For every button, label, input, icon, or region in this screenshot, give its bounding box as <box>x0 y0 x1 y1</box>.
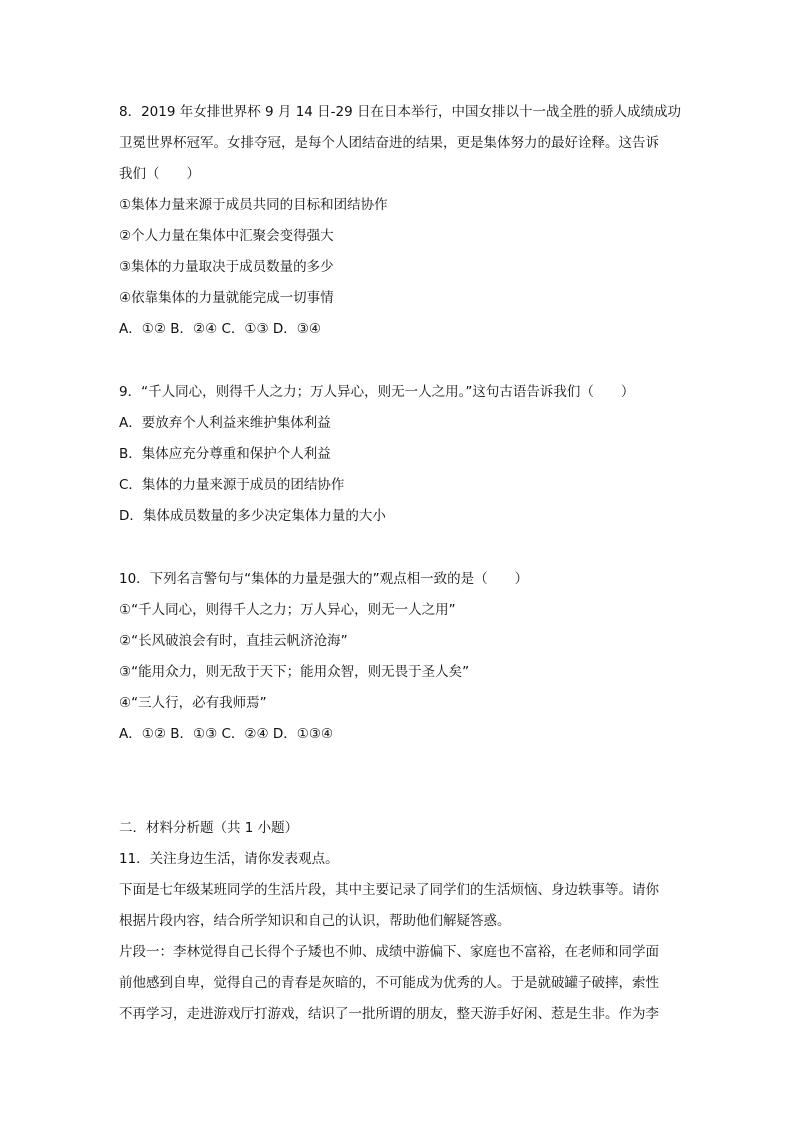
q10-item-2: ②“长风破浪会有时，直挂云帆济沧海” <box>119 633 348 649</box>
q11-stem: 11．关注身边生活，请你发表观点。 <box>119 851 339 867</box>
q8-item-2: ②个人力量在集体中汇聚会变得强大 <box>119 228 334 244</box>
q8-item-4: ④依靠集体的力量就能完成一切事情 <box>119 290 334 306</box>
q11-line-4: 前他感到自卑，觉得自己的青春是灰暗的，不可能成为优秀的人。于是就破罐子破摔，索性 <box>119 975 659 991</box>
q11-line-5: 不再学习，走进游戏厅打游戏，结识了一批所谓的朋友，整天游手好闲、惹是生非。作为李 <box>119 1006 659 1022</box>
q9-option-a: A．要放弃个人利益来维护集体利益 <box>119 415 331 431</box>
q10-item-1: ①“千人同心，则得千人之力；万人异心，则无一人之用” <box>119 602 456 618</box>
section-heading: 二．材料分析题（共 1 小题） <box>119 820 299 836</box>
q8-stem-line-2: 卫冕世界杯冠军。女排夺冠，是每个人团结奋进的结果，更是集体努力的最好诠释。这告诉 <box>119 135 659 151</box>
q9-option-c: C．集体的力量来源于成员的团结协作 <box>119 477 345 493</box>
q11-line-3: 片段一：李林觉得自己长得个子矮也不帅、成绩中游偏下、家庭也不富裕，在老师和同学面 <box>119 944 659 960</box>
q9-option-d: D．集体成员数量的多少决定集体力量的大小 <box>119 508 386 524</box>
q9-option-b: B．集体应充分尊重和保护个人利益 <box>119 446 331 462</box>
q8-choices: A．①② B．②④ C．①③ D．③④ <box>119 321 322 337</box>
q8-stem-line-1: 8．2019 年女排世界杯 9 月 14 日-29 日在日本举行，中国女排以十一战全胜的骄人成绩成功 <box>119 104 682 120</box>
q9-stem: 9．“千人同心，则得千人之力；万人异心，则无一人之用。”这句古语告诉我们（ ） <box>119 384 635 400</box>
q8-stem-line-3: 我们（ ） <box>119 166 200 182</box>
q11-line-2: 根据片段内容，结合所学知识和自己的认识，帮助他们解疑答惑。 <box>119 913 511 929</box>
q8-item-1: ①集体力量来源于成员共同的目标和团结协作 <box>119 197 388 213</box>
q10-item-4: ④“三人行，必有我师焉” <box>119 695 267 711</box>
q10-item-3: ③“能用众力，则无敌于天下；能用众智，则无畏于圣人矣” <box>119 664 470 680</box>
q10-stem: 10．下列名言警句与“集体的力量是强大的”观点相一致的是（ ） <box>119 571 529 587</box>
q10-choices: A．①② B．①③ C．②④ D．①③④ <box>119 726 334 742</box>
q11-line-1: 下面是七年级某班同学的生活片段，其中主要记录了同学们的生活烦恼、身边轶事等。请你 <box>119 882 659 898</box>
q8-item-3: ③集体的力量取决于成员数量的多少 <box>119 259 334 275</box>
